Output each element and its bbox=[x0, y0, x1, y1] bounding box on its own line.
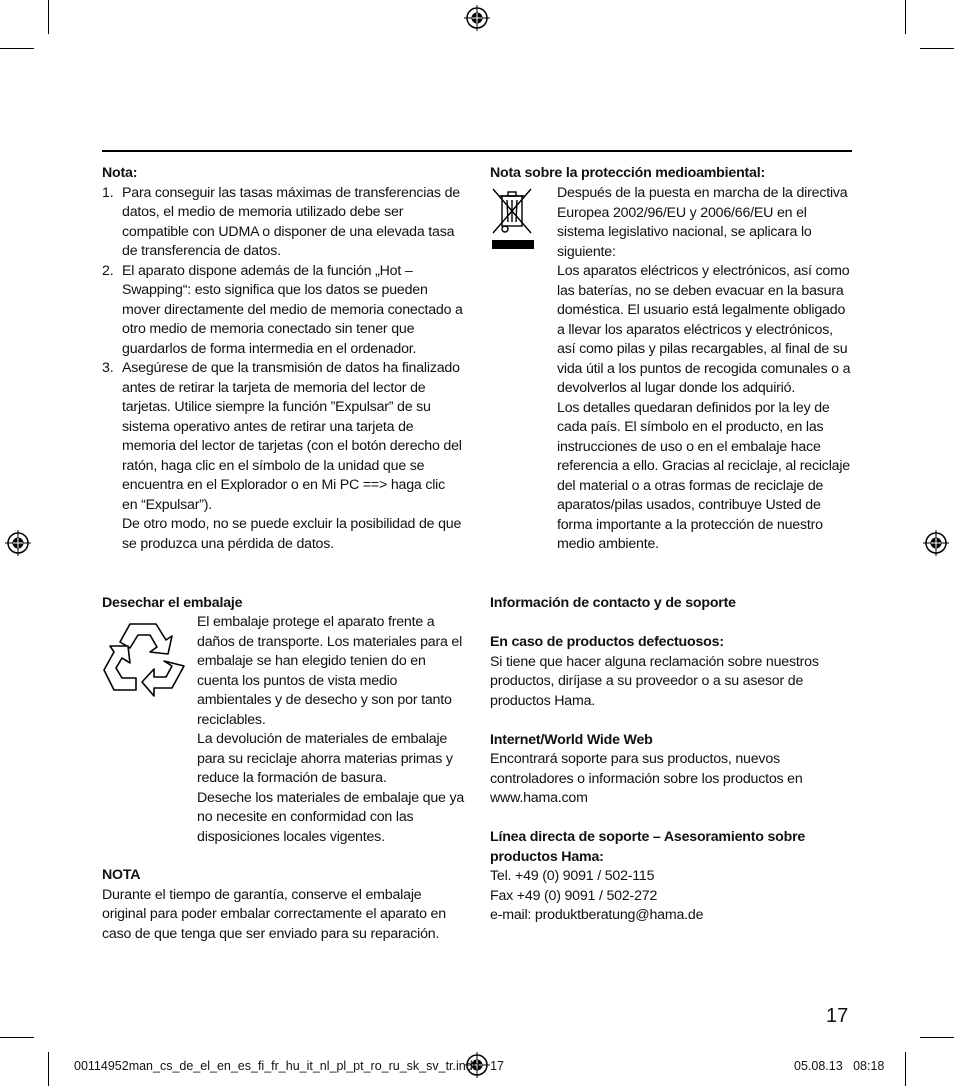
env-text bbox=[557, 184, 853, 555]
packaging-text bbox=[197, 613, 465, 847]
env-heading: Nota sobre la protección medioambiental: bbox=[490, 165, 766, 181]
list-number: 3. bbox=[102, 360, 114, 376]
crop-mark bbox=[920, 48, 954, 49]
crop-mark bbox=[0, 1037, 34, 1038]
list-item-text: El aparato dispone además de la función „Hot – Swapping“: esto significa que los datos se pueden mover directamente del medio de memoria conectado a otro medio de memoria conectado sin tener que guardarlos de forma intermedia en el ordenador. bbox=[122, 262, 463, 357]
slug-datetime bbox=[794, 1059, 884, 1073]
crop-mark bbox=[48, 1052, 49, 1086]
nota-heading: Nota: bbox=[102, 165, 138, 181]
crop-mark bbox=[48, 0, 49, 34]
tel-line: Tel. +49 (0) 9091 / 502-115 bbox=[490, 868, 655, 884]
env-paragraph: Los detalles quedaran definidos por la ley de cada país. El símbolo en el producto, en las instrucciones de uso o en el embalaje hace referencia a ello. Gracias al reciclaje, al reciclaje del material o a otras formas de reciclaje de aparatos/pilas usados, contribuye Usted de forma importante a la protección de nuestro medio ambiente. bbox=[557, 399, 850, 552]
packaging-paragraph: Deseche los materiales de embalaje que ya no necesite en conformidad con las disposiciones locales vigentes. bbox=[197, 789, 465, 845]
list-item bbox=[102, 262, 464, 360]
env-paragraph: Los aparatos eléctricos y electrónicos, así como las baterías, no se deben evacuar en la basura doméstica. El usuario está legalmente obligado a llevar los aparatos eléctricos y electrónicos, así como pilas y pilas recargables, al final de su vida útil a los puntos de recogida comunales o a devolverlos al lugar donde los adquirió. bbox=[557, 263, 851, 396]
crop-mark bbox=[905, 0, 906, 34]
contact-heading: Información de contacto y de soporte bbox=[490, 595, 736, 611]
page-number: 17 bbox=[826, 1005, 849, 1027]
list-number: 1. bbox=[102, 184, 114, 201]
registration-mark-icon bbox=[923, 530, 949, 556]
nota2-heading: NOTA bbox=[102, 867, 141, 883]
list-item-extra: De otro modo, no se puede excluir la posibilidad de que se produzca una pérdida de datos. bbox=[122, 516, 462, 552]
left-column bbox=[102, 164, 464, 554]
defect-heading: En caso de productos defectuosos: bbox=[490, 634, 724, 650]
registration-mark-icon bbox=[464, 5, 490, 31]
slug-time: 08:18 bbox=[853, 1059, 885, 1073]
web-heading: Internet/World Wide Web bbox=[490, 731, 653, 748]
list-item-text: Para conseguir las tasas máximas de transferencias de datos, el medio de memoria utilizado debe ser compatible con UDMA o disponer de una elevada tasa de transferencia de datos. bbox=[122, 184, 460, 259]
nota2-text: Durante el tiempo de garantía, conserve el embalaje original para poder embalar correctamente el aparato en caso de que tenga que ser enviado para su reparación. bbox=[102, 886, 446, 942]
registration-mark-icon bbox=[5, 530, 31, 556]
list-item bbox=[102, 184, 464, 262]
web-text: Encontrará soporte para sus productos, nuevos controladores o información sobre los productos en www.hama.com bbox=[490, 751, 803, 806]
hotline-heading: Línea directa de soporte – Asesoramiento sobre productos Hama: bbox=[490, 829, 806, 865]
crop-mark bbox=[920, 1037, 954, 1038]
slug-date: 05.08.13 bbox=[794, 1059, 843, 1073]
slug-filename bbox=[74, 1059, 504, 1073]
header-rule bbox=[102, 150, 852, 152]
crop-mark bbox=[0, 48, 34, 49]
packaging-paragraph: El embalaje protege el aparato frente a daños de transporte. Los materiales para el embalaje se han elegido tenien do en cuenta los puntos de vista medio ambientales y de desecho y son por tanto reciclables. bbox=[197, 614, 463, 728]
slug-page: 17 bbox=[490, 1059, 504, 1073]
slug-file: 00114952man_cs_de_el_en_es_fi_fr_hu_it_nl_pl_pt_ro_ru_sk_sv_tr.indd bbox=[74, 1059, 480, 1073]
fax-line: Fax +49 (0) 9091 / 502-272 bbox=[490, 887, 658, 904]
list-item-text: Asegúrese de que la transmisión de datos ha finalizado antes de retirar la tarjeta de memoria del lector de tarjetas. Utilice siempre la función ”Expulsar” de su sistema operativo antes de retirar una tarjeta de memoria del lector de tarjetas (con el botón derecho del ratón, haga clic en el símbolo de la unidad que se encuentra en el Explorador o en Mi PC ==> haga clic en “Expulsar”). bbox=[122, 360, 462, 513]
contact-block bbox=[490, 594, 852, 926]
recycle-icon bbox=[100, 620, 186, 698]
nota-list bbox=[102, 184, 464, 555]
list-item bbox=[102, 359, 464, 554]
packaging-heading: Desechar el embalaje bbox=[102, 595, 243, 611]
email-line: e-mail: produktberatung@hama.de bbox=[490, 907, 704, 923]
weee-bin-icon bbox=[490, 186, 536, 252]
nota2-block bbox=[102, 866, 462, 944]
env-paragraph: Después de la puesta en marcha de la directiva Europea 2002/96/EU y 2006/66/EU en el sistema legislativo nacional, se aplicara lo siguiente: bbox=[557, 185, 848, 260]
list-number: 2. bbox=[102, 262, 114, 279]
defect-text: Si tiene que hacer alguna reclamación sobre nuestros productos, diríjase a su proveedor o a su asesor de productos Hama. bbox=[490, 653, 819, 709]
crop-mark bbox=[905, 1052, 906, 1086]
packaging-paragraph: La devolución de materiales de embalaje para su reciclaje ahorra materias primas y reduce la formación de basura. bbox=[197, 731, 453, 786]
